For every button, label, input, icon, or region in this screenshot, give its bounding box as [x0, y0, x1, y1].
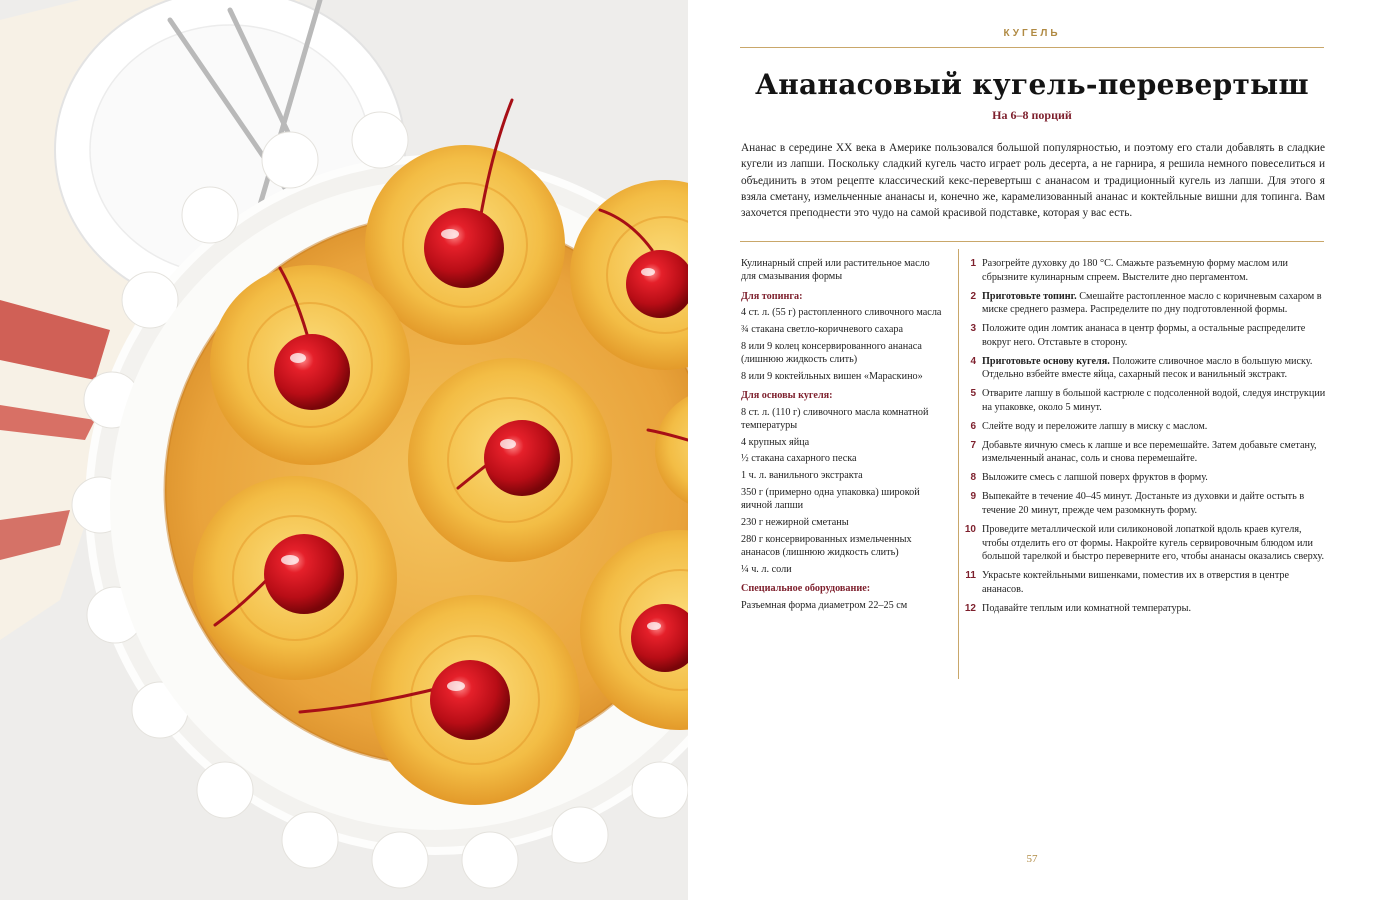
recipe-photo — [0, 0, 688, 900]
step-number: 10 — [964, 524, 976, 536]
step-text: Разогрейте духовку до 180 °С. Смажьте разъемную форму маслом или сбрызните кулинарным спреем. Выстелите дно пергаментом. — [982, 258, 1288, 283]
ingredient-item: ¾ стакана светло-коричневого сахара — [741, 323, 904, 335]
page-number: 57 — [1026, 853, 1038, 865]
step-text: Проведите металлической или силиконовой лопаткой вдоль краев кугеля, чтобы отделить его от формы. Накройте кугель сервировочным блюдом или большой тарелкой и быстро переверните его, чтобы ананасы оказались сверху. — [982, 524, 1325, 563]
step — [969, 471, 1329, 485]
step-number: 1 — [970, 258, 976, 269]
step-number: 7 — [970, 439, 976, 451]
top-divider — [740, 47, 1324, 48]
step-text: Смешайте растопленное масло с коричневым сахаром в миске среднего размера. Распределите по дну подготовленной формы. — [982, 290, 1322, 316]
step — [969, 355, 1329, 382]
ingredient-item: ¼ ч. л. соли — [741, 563, 792, 575]
step — [969, 387, 1329, 414]
recipe-title: Ананасовый кугель-перевертыш — [755, 68, 1309, 101]
topping-heading: Для топинга: — [741, 290, 803, 302]
step-number: 6 — [970, 420, 976, 432]
ingredient-item: 4 крупных яйца — [741, 436, 810, 448]
step — [969, 490, 1329, 517]
ingredient-item: 4 ст. л. (55 г) растопленного сливочного масла — [741, 307, 942, 319]
step — [969, 290, 1329, 317]
step-text: Добавьте яичную смесь к лапше и все перемешайте. Затем добавьте сметану, измельченный ананас, соль и снова перемешайте. — [982, 439, 1317, 465]
column-divider — [958, 249, 959, 679]
ingredient-item: 230 г нежирной сметаны — [741, 516, 849, 528]
step-text: Слейте воду и переложите лапшу в миску с маслом. — [982, 420, 1208, 432]
recipe-page — [688, 0, 1377, 900]
step-number: 11 — [965, 570, 976, 582]
section-label: КУГЕЛЬ — [1003, 28, 1061, 39]
ingredient-item: ½ стакана сахарного песка — [741, 453, 857, 465]
step-number: 2 — [970, 290, 976, 302]
servings: На 6–8 порций — [992, 108, 1072, 122]
step-number: 4 — [970, 355, 976, 367]
ingredient-item: 8 ст. л. (110 г) сливочного масла комнатной температуры — [741, 406, 929, 431]
ingredient-item: 8 или 9 коктейльных вишен «Мараскино» — [741, 370, 923, 382]
step — [969, 257, 1329, 284]
step-number: 9 — [970, 491, 976, 503]
equipment-heading: Специальное оборудование: — [741, 583, 871, 595]
base-heading: Для основы кугеля: — [741, 390, 833, 402]
step — [969, 322, 1329, 349]
equipment-item: Разъемная форма диаметром 22–25 см — [741, 599, 908, 611]
step-text: Украсьте коктейльными вишенками, поместив их в отверстия в центре ананасов. — [982, 570, 1290, 595]
step-text: Подавайте теплым или комнатной температуры. — [982, 602, 1192, 614]
mid-divider — [740, 241, 1324, 242]
step — [969, 439, 1329, 466]
recipe-intro: Ананас в середине XX века в Америке пользовался большой популярностью, и поэтому его стали добавлять в сладкие кугели из лапши. Поскольку сладкий кугель часто играет роль десерта, а не гарнира, я решила немного повеселиться и объединить в этом рецепте классический кекс-перевертыш с ананасом и традиционный кугель из лапши. Для этого я взяла сметану, измельченные ананасы и, конечно же, карамелизованный ананас и коктейльные вишни для топинга. Вам захочется преподнести это чудо на самой красивой подставке, которая у вас есть. — [741, 142, 1325, 220]
ingredient-item: 1 ч. л. ванильного экстракта — [741, 470, 863, 482]
step — [969, 420, 1329, 434]
ingredient-item: 280 г консервированных измельченных ананасов (лишнюю жидкость слить) — [741, 533, 912, 558]
step — [964, 602, 1329, 616]
ingredient-general: Кулинарный спрей или растительное масло для смазывания формы — [741, 258, 930, 283]
step-lead: Приготовьте топинг. — [982, 290, 1077, 302]
step-number: 12 — [964, 602, 976, 614]
step — [964, 523, 1329, 564]
step-number: 5 — [970, 388, 976, 400]
step-number: 8 — [970, 472, 976, 484]
ingredient-item: 8 или 9 колец консервированного ананаса (лишнюю жидкость слить) — [741, 340, 922, 366]
step-lead: Приготовьте основу кугеля. — [982, 355, 1110, 367]
step — [965, 569, 1329, 596]
step-text: Выпекайте в течение 40–45 минут. Достаньте из духовки и дайте остыть в течение 20 минут, прежде чем разомкнуть форму. — [982, 491, 1305, 517]
cake-photo-illustration — [0, 0, 688, 900]
step-text: Положите один ломтик ананаса в центр формы, а остальные распределите вокруг него. Отставьте в сторону. — [982, 323, 1306, 348]
step-number: 3 — [970, 323, 976, 335]
step-text: Отварите лапшу в большой кастрюле с подсоленной водой, следуя инструкции на упаковке, около 5 минут. — [982, 388, 1326, 413]
step-text: Выложите смесь с лапшой поверх фруктов в форму. — [982, 472, 1208, 484]
step-text: Положите сливочное масло в большую миску. Отдельно взбейте вместе яйца, сахарный песок и ванильный экстракт. — [982, 355, 1313, 381]
steps-list — [964, 257, 1329, 621]
ingredients-list — [741, 257, 946, 615]
ingredient-item: 350 г (примерно одна упаковка) широкой яичной лапши — [741, 486, 920, 512]
